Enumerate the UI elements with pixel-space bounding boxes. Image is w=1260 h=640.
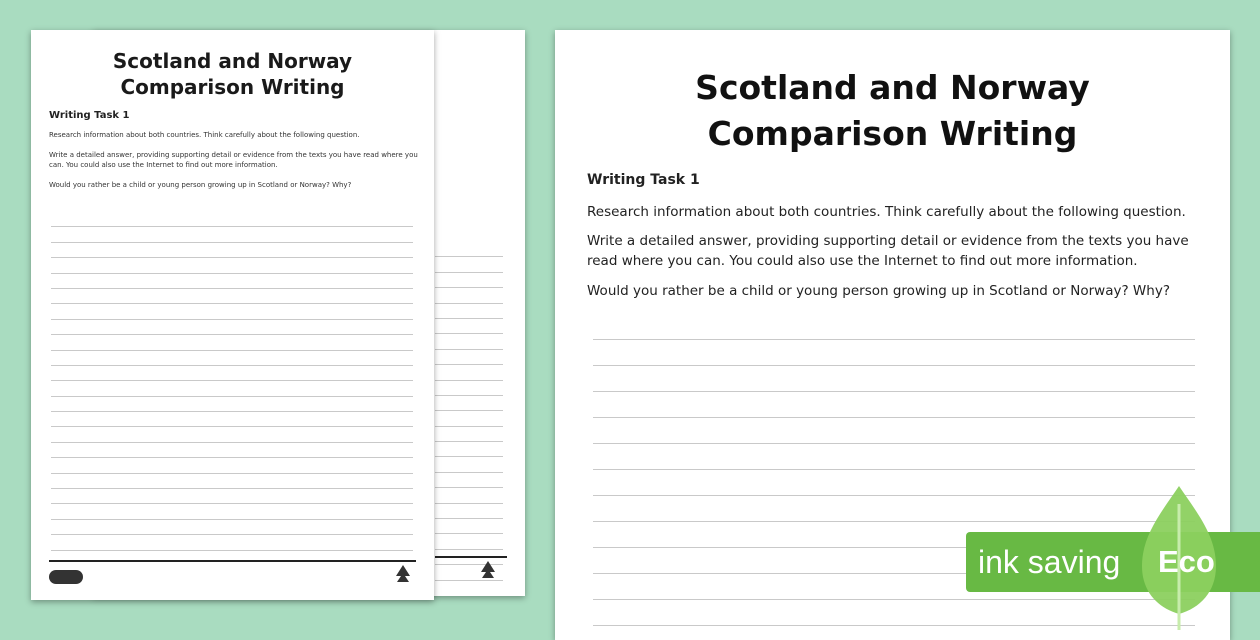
instruction-paragraph: Write a detailed answer, providing supporting detail or evidence from the texts you have read where you can. You could also use the Internet to find out more information. [587, 233, 1189, 269]
question-paragraph: Would you rather be a child or young person growing up in Scotland or Norway? Why? [49, 181, 352, 189]
task-heading: Writing Task 1 [587, 172, 700, 188]
tree-logo-icon [479, 560, 497, 582]
instruction-paragraph: Research information about both countries. Think carefully about the following question. [49, 131, 360, 139]
instruction-paragraph: Research information about both countries. Think carefully about the following question. [587, 204, 1186, 220]
writing-lines [435, 242, 503, 581]
page-footer [49, 560, 416, 590]
twinkl-logo-icon [49, 570, 83, 584]
question-paragraph: Would you rather be a child or young person growing up in Scotland or Norway? Why? [587, 283, 1170, 299]
writing-lines [51, 212, 413, 551]
ink-saving-eco-badge [966, 484, 1260, 630]
badge-label: ink saving [978, 544, 1121, 580]
page-footer [435, 556, 507, 586]
badge-eco-label: Eco [1158, 544, 1215, 579]
worksheet-preview-small [31, 30, 434, 600]
worksheet-title: Scotland and Norway Comparison Writing [695, 68, 1090, 153]
worksheet-title: Scotland and Norway Comparison Writing [112, 49, 353, 99]
instruction-paragraph: Write a detailed answer, providing supporting detail or evidence from the texts you have read where you can. You could also use the Internet to find out more information. [49, 151, 418, 169]
tree-logo-icon [394, 564, 412, 586]
task-heading: Writing Task 1 [49, 110, 130, 121]
